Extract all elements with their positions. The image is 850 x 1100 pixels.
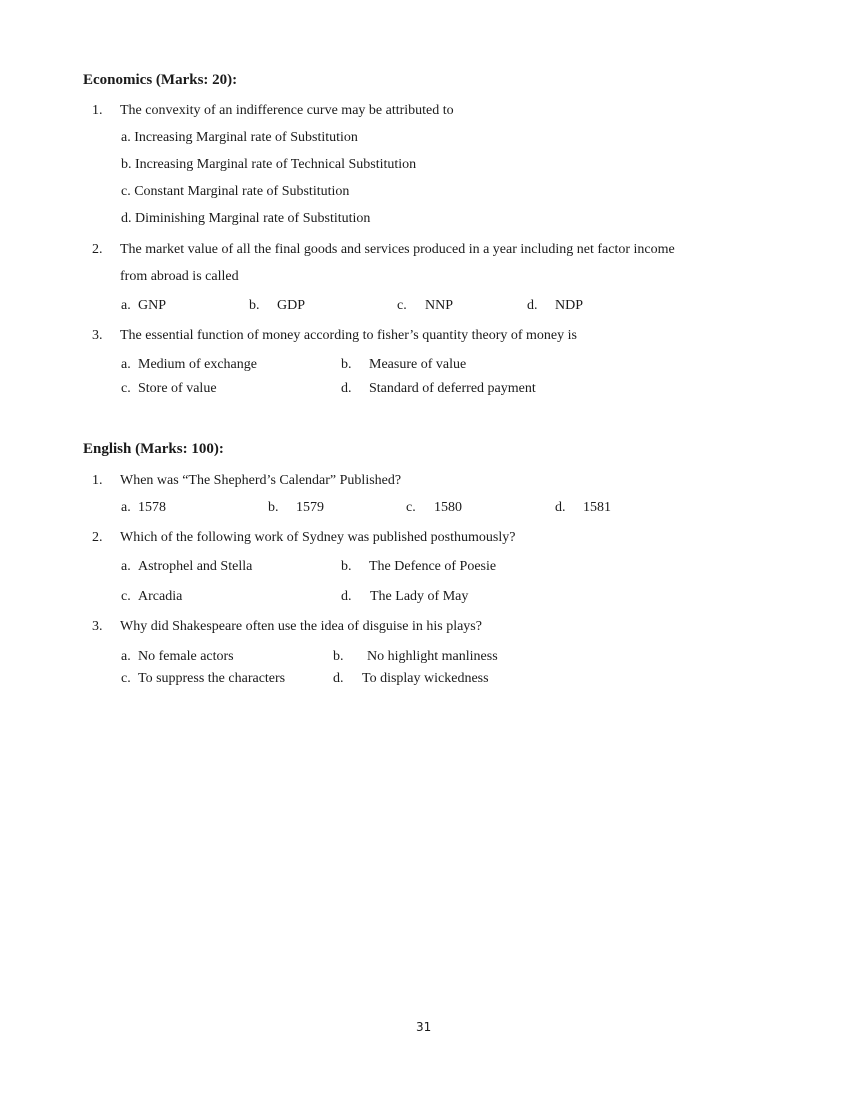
english-q1-text: When was “The Shepherd’s Calendar” Published?: [120, 473, 402, 488]
english-q2-option-b-text: The Defence of Poesie: [369, 559, 497, 574]
economics-q2-option-a-text: GNP: [138, 298, 167, 313]
english-q2-option-d-text: The Lady of May: [370, 589, 469, 604]
economics-q1-option-d: d. Diminishing Marginal rate of Substitution: [121, 211, 371, 226]
english-q1-number: 1.: [92, 473, 103, 488]
economics-q3-option-c-text: Store of value: [138, 381, 217, 396]
economics-q3-number: 3.: [92, 328, 103, 343]
english-q1-option-b-letter: b.: [268, 500, 279, 515]
english-q1-option-c-text: 1580: [434, 500, 462, 515]
english-q3-text: Why did Shakespeare often use the idea of disguise in his plays?: [120, 619, 482, 634]
economics-q2-text-line2: from abroad is called: [120, 269, 239, 284]
english-q3-option-a-text: No female actors: [138, 649, 234, 664]
english-q3-number: 3.: [92, 619, 103, 634]
english-q2-option-c-text: Arcadia: [138, 589, 183, 604]
english-q1-option-b-text: 1579: [296, 500, 324, 515]
english-q3-option-d-letter: d.: [333, 671, 344, 686]
english-q2-option-c-letter: c.: [121, 589, 131, 604]
economics-q3-option-d-letter: d.: [341, 381, 352, 396]
economics-q1-option-a: a. Increasing Marginal rate of Substitution: [121, 130, 358, 145]
english-q2-text: Which of the following work of Sydney was published posthumously?: [120, 530, 516, 545]
english-q2-option-b-letter: b.: [341, 559, 352, 574]
economics-q3-text: The essential function of money according to fisher’s quantity theory of money is: [120, 328, 577, 343]
economics-q2-option-d-letter: d.: [527, 298, 538, 313]
economics-q2-option-b-text: GDP: [277, 298, 306, 313]
english-q3-option-c-letter: c.: [121, 671, 131, 686]
english-q2-option-a-letter: a.: [121, 559, 131, 574]
english-q1-option-a-letter: a.: [121, 500, 131, 515]
economics-q3-option-b-text: Measure of value: [369, 357, 467, 372]
english-q2-option-a-text: Astrophel and Stella: [138, 559, 253, 574]
english-q1-option-d-letter: d.: [555, 500, 566, 515]
economics-q3-option-b-letter: b.: [341, 357, 352, 372]
english-q3-option-b-letter: b.: [333, 649, 344, 664]
economics-q2-option-d-text: NDP: [555, 298, 584, 313]
economics-q1-number: 1.: [92, 103, 103, 118]
economics-q1-text: The convexity of an indifference curve may be attributed to: [120, 103, 454, 118]
english-q1-option-c-letter: c.: [406, 500, 416, 515]
economics-q1-option-b: b. Increasing Marginal rate of Technical Substitution: [121, 157, 417, 172]
economics-heading: Economics (Marks: 20):: [83, 72, 238, 88]
english-q3-option-c-text: To suppress the characters: [138, 671, 286, 686]
economics-q3-option-a-text: Medium of exchange: [138, 357, 257, 372]
english-q2-number: 2.: [92, 530, 103, 545]
english-q3-option-b-text: No highlight manliness: [367, 649, 498, 664]
english-heading: English (Marks: 100):: [83, 441, 224, 457]
english-q1-option-d-text: 1581: [583, 500, 611, 515]
economics-q2-text-line1: The market value of all the final goods and services produced in a year including net factor income: [120, 242, 675, 257]
economics-q3-option-a-letter: a.: [121, 357, 131, 372]
english-q3-option-a-letter: a.: [121, 649, 131, 664]
english-q3-option-d-text: To display wickedness: [362, 671, 489, 686]
economics-q3-option-d-text: Standard of deferred payment: [369, 381, 536, 396]
economics-q2-option-b-letter: b.: [249, 298, 260, 313]
economics-q3-option-c-letter: c.: [121, 381, 131, 396]
economics-q2-option-a-letter: a.: [121, 298, 131, 313]
economics-q1-option-c: c. Constant Marginal rate of Substitution: [121, 184, 350, 199]
economics-q2-option-c-letter: c.: [397, 298, 407, 313]
economics-q2-number: 2.: [92, 242, 103, 257]
english-q2-option-d-letter: d.: [341, 589, 352, 604]
english-q1-option-a-text: 1578: [138, 500, 166, 515]
page-number: 31: [416, 1020, 432, 1034]
economics-q2-option-c-text: NNP: [425, 298, 454, 313]
